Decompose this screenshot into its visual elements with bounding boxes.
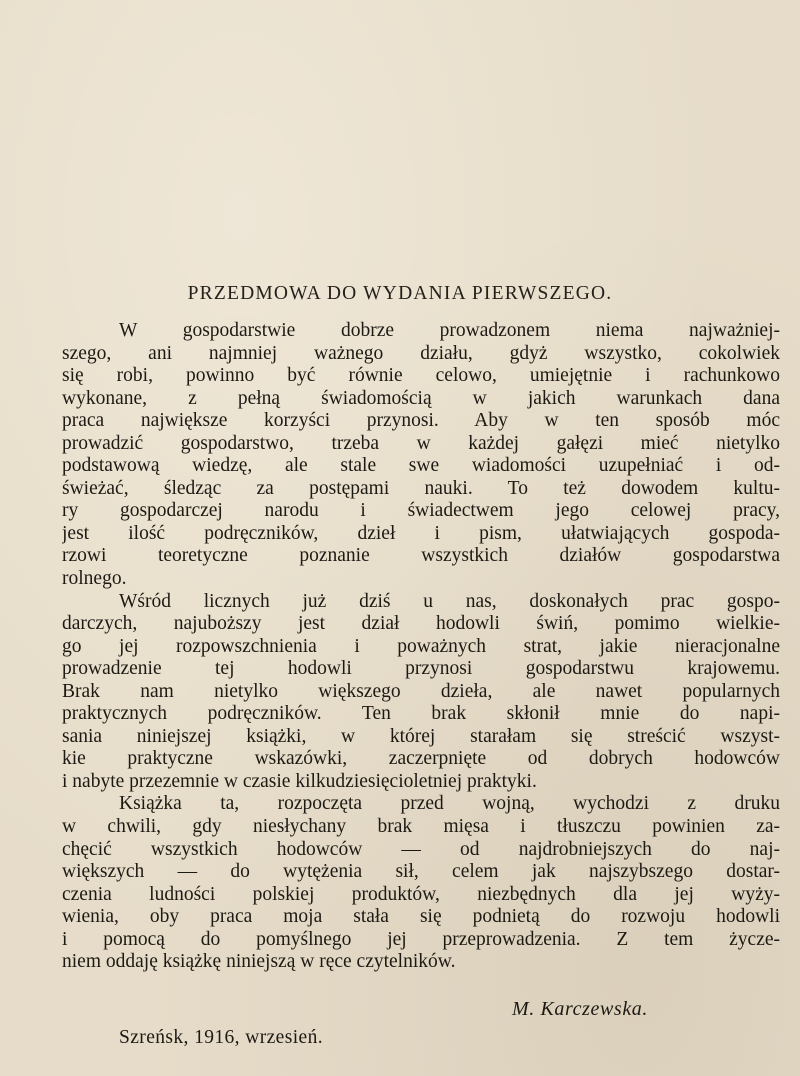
text-line: Brak nam nietylko większego dzieła, ale nawet popularnych — [62, 680, 780, 702]
author-signature: M. Karczewska. — [512, 998, 648, 1020]
text-line: prowadzić gospodarstwo, trzeba w każdej gałęzi mieć nietylko — [62, 432, 780, 454]
text-line: świeżać, śledząc za postępami nauki. To też dowodem kultu- — [62, 477, 780, 499]
text-line: i pomocą do pomyślnego jej przeprowadzenia. Z tem życze- — [62, 928, 780, 950]
text-line: wienia, oby praca moja stała się podnietą do rozwoju hodowli — [62, 906, 780, 928]
text-line: wykonane, z pełną świadomością w jakich warunkach dana — [62, 387, 780, 409]
text-line: prowadzenie tej hodowli przynosi gospodarstwu krajowemu. — [62, 658, 780, 680]
text-line: rolnego. — [62, 568, 127, 590]
text-line: się robi, powinno być równie celowo, umiejętnie i rachunkowo — [62, 365, 780, 387]
preface-body — [62, 320, 780, 974]
text-line: jest ilość podręczników, dzieł i pism, ułatwiających gospoda- — [62, 522, 780, 544]
text-line: sania niniejszej książki, w której starałam się streścić wszyst- — [62, 725, 780, 747]
text-line: w chwili, gdy niesłychany brak mięsa i tłuszczu powinien za- — [62, 816, 780, 838]
text-line: czenia ludności polskiej produktów, niezbędnych dla jej wyży- — [62, 883, 780, 905]
text-line: ry gospodarczej narodu i świadectwem jego celowej pracy, — [62, 500, 780, 522]
text-line: większych — do wytężenia sił, celem jak najszybszego dostar- — [62, 861, 780, 883]
preface-heading: PRZEDMOWA DO WYDANIA PIERWSZEGO. — [187, 283, 613, 304]
place-and-date: Szreńsk, 1916, wrzesień. — [119, 1027, 324, 1048]
text-line: kie praktyczne wskazówki, zaczerpnięte od dobrych hodowców — [62, 748, 780, 770]
text-line: Wśród licznych już dziś u nas, doskonałych prac gospo- — [119, 590, 780, 612]
text-line: podstawową wiedzę, ale stale swe wiadomości uzupełniać i od- — [62, 455, 780, 477]
text-line: go jej rozpowszchnienia i poważnych strat, jakie nieracjonalne — [62, 635, 780, 657]
text-line: niem oddaję książkę niniejszą w ręce czytelników. — [62, 951, 456, 973]
text-line: W gospodarstwie dobrze prowadzonem niema najważniej- — [119, 320, 780, 341]
text-line: praca największe korzyści przynosi. Aby w ten sposób móc — [62, 410, 780, 432]
text-line: darczych, najuboższy jest dział hodowli świń, pomimo wielkie- — [62, 613, 780, 635]
text-line: praktycznych podręczników. Ten brak skłonił mnie do napi- — [62, 703, 780, 725]
text-line: Książka ta, rozpoczęta przed wojną, wychodzi z druku — [119, 793, 780, 815]
text-line: i nabyte przezemnie w czasie kilkudziesięcioletniej praktyki. — [62, 770, 537, 792]
text-line: chęcić wszystkich hodowców — od najdrobniejszych do naj- — [62, 838, 780, 860]
text-line: szego, ani najmniej ważnego działu, gdyż wszystko, cokolwiek — [62, 342, 780, 364]
text-line: rzowi teoretyczne poznanie wszystkich działów gospodarstwa — [62, 545, 780, 567]
